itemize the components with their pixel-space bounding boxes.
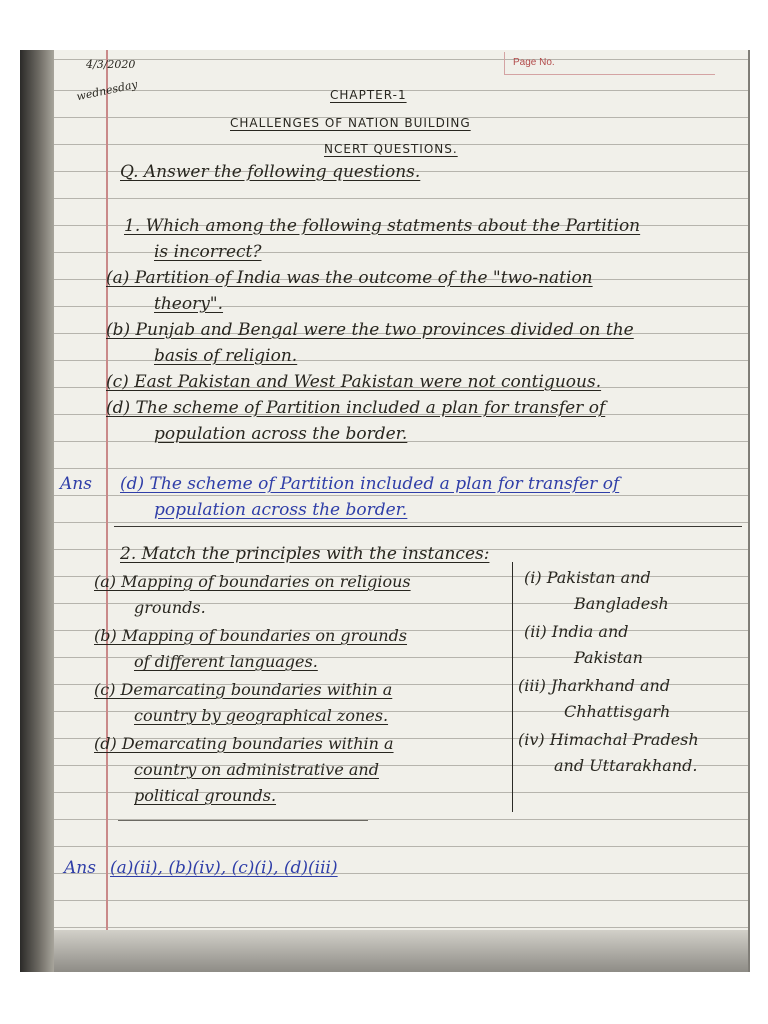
- q2-right-iv-line2: and Uttarakhand.: [554, 756, 698, 775]
- q1-text-line1: 1. Which among the following statments about the Partition: [124, 216, 641, 236]
- q2-left-d-line3: political grounds.: [134, 786, 277, 805]
- q2-right-ii-line1: (ii) India and: [524, 622, 629, 641]
- q1-option-a-line2: theory".: [154, 294, 224, 314]
- margin-line: [106, 50, 108, 930]
- q2-right-i-line2: Bangladesh: [574, 594, 669, 613]
- chapter-heading: CHAPTER-1: [330, 88, 407, 102]
- question-divider: [114, 526, 742, 527]
- q2-left-c-line2: country by geographical zones.: [134, 706, 389, 725]
- notebook-binding: [20, 50, 54, 972]
- day-text: wednesday: [75, 77, 139, 104]
- question-instruction: Q. Answer the following questions.: [120, 162, 421, 182]
- q1-answer-label: Ans: [60, 474, 92, 494]
- q2-left-c-line1: (c) Demarcating boundaries within a: [94, 680, 393, 699]
- q1-text-line2: is incorrect?: [154, 242, 262, 262]
- q2-heading: 2. Match the principles with the instances:: [120, 544, 490, 564]
- q2-right-ii-line2: Pakistan: [574, 648, 643, 667]
- q2-right-iii-line1: (iii) Jharkhand and: [518, 676, 671, 695]
- q2-right-iv-line1: (iv) Himachal Pradesh: [518, 730, 699, 749]
- match-column-divider: [512, 562, 513, 812]
- q2-left-a-line1: (a) Mapping of boundaries on religious: [94, 572, 411, 591]
- q2-right-iii-line2: Chhattisgarh: [564, 702, 671, 721]
- page-number-label: Page No.: [513, 57, 555, 68]
- page-number-box: [504, 52, 715, 75]
- q1-option-b-line2: basis of religion.: [154, 346, 298, 366]
- q2-left-b-line1: (b) Mapping of boundaries on grounds: [94, 626, 408, 645]
- chapter-title: CHALLENGES OF NATION BUILDING: [230, 116, 471, 130]
- q1-option-c: (c) East Pakistan and West Pakistan were not contiguous.: [106, 372, 602, 392]
- q1-option-d-line2: population across the border.: [154, 424, 408, 444]
- section-subtitle: NCERT QUESTIONS.: [324, 142, 458, 156]
- q2-end-separator: [118, 820, 368, 821]
- q1-answer-line2: population across the border.: [154, 500, 408, 520]
- q1-answer-line1: (d) The scheme of Partition included a plan for transfer of: [120, 474, 620, 494]
- scanned-notebook-photo: [20, 50, 750, 972]
- q2-left-d-line2: country on administrative and: [134, 760, 379, 779]
- q2-right-i-line1: (i) Pakistan and: [524, 568, 651, 587]
- date-text: 4/3/2020: [86, 58, 136, 71]
- notebook-page: [54, 50, 748, 972]
- q2-left-b-line2: of different languages.: [134, 652, 318, 671]
- q1-option-d-line1: (d) The scheme of Partition included a plan for transfer of: [106, 398, 606, 418]
- q2-left-a-line2: grounds.: [134, 598, 206, 617]
- page-bottom-edge: [54, 930, 748, 972]
- q1-option-a-line1: (a) Partition of India was the outcome of the "two-nation: [106, 268, 593, 288]
- q2-left-d-line1: (d) Demarcating boundaries within a: [94, 734, 394, 753]
- q1-option-b-line1: (b) Punjab and Bengal were the two provinces divided on the: [106, 320, 634, 340]
- q2-answer-label: Ans: [64, 858, 96, 878]
- q2-answer: (a)(ii), (b)(iv), (c)(i), (d)(iii): [110, 858, 338, 878]
